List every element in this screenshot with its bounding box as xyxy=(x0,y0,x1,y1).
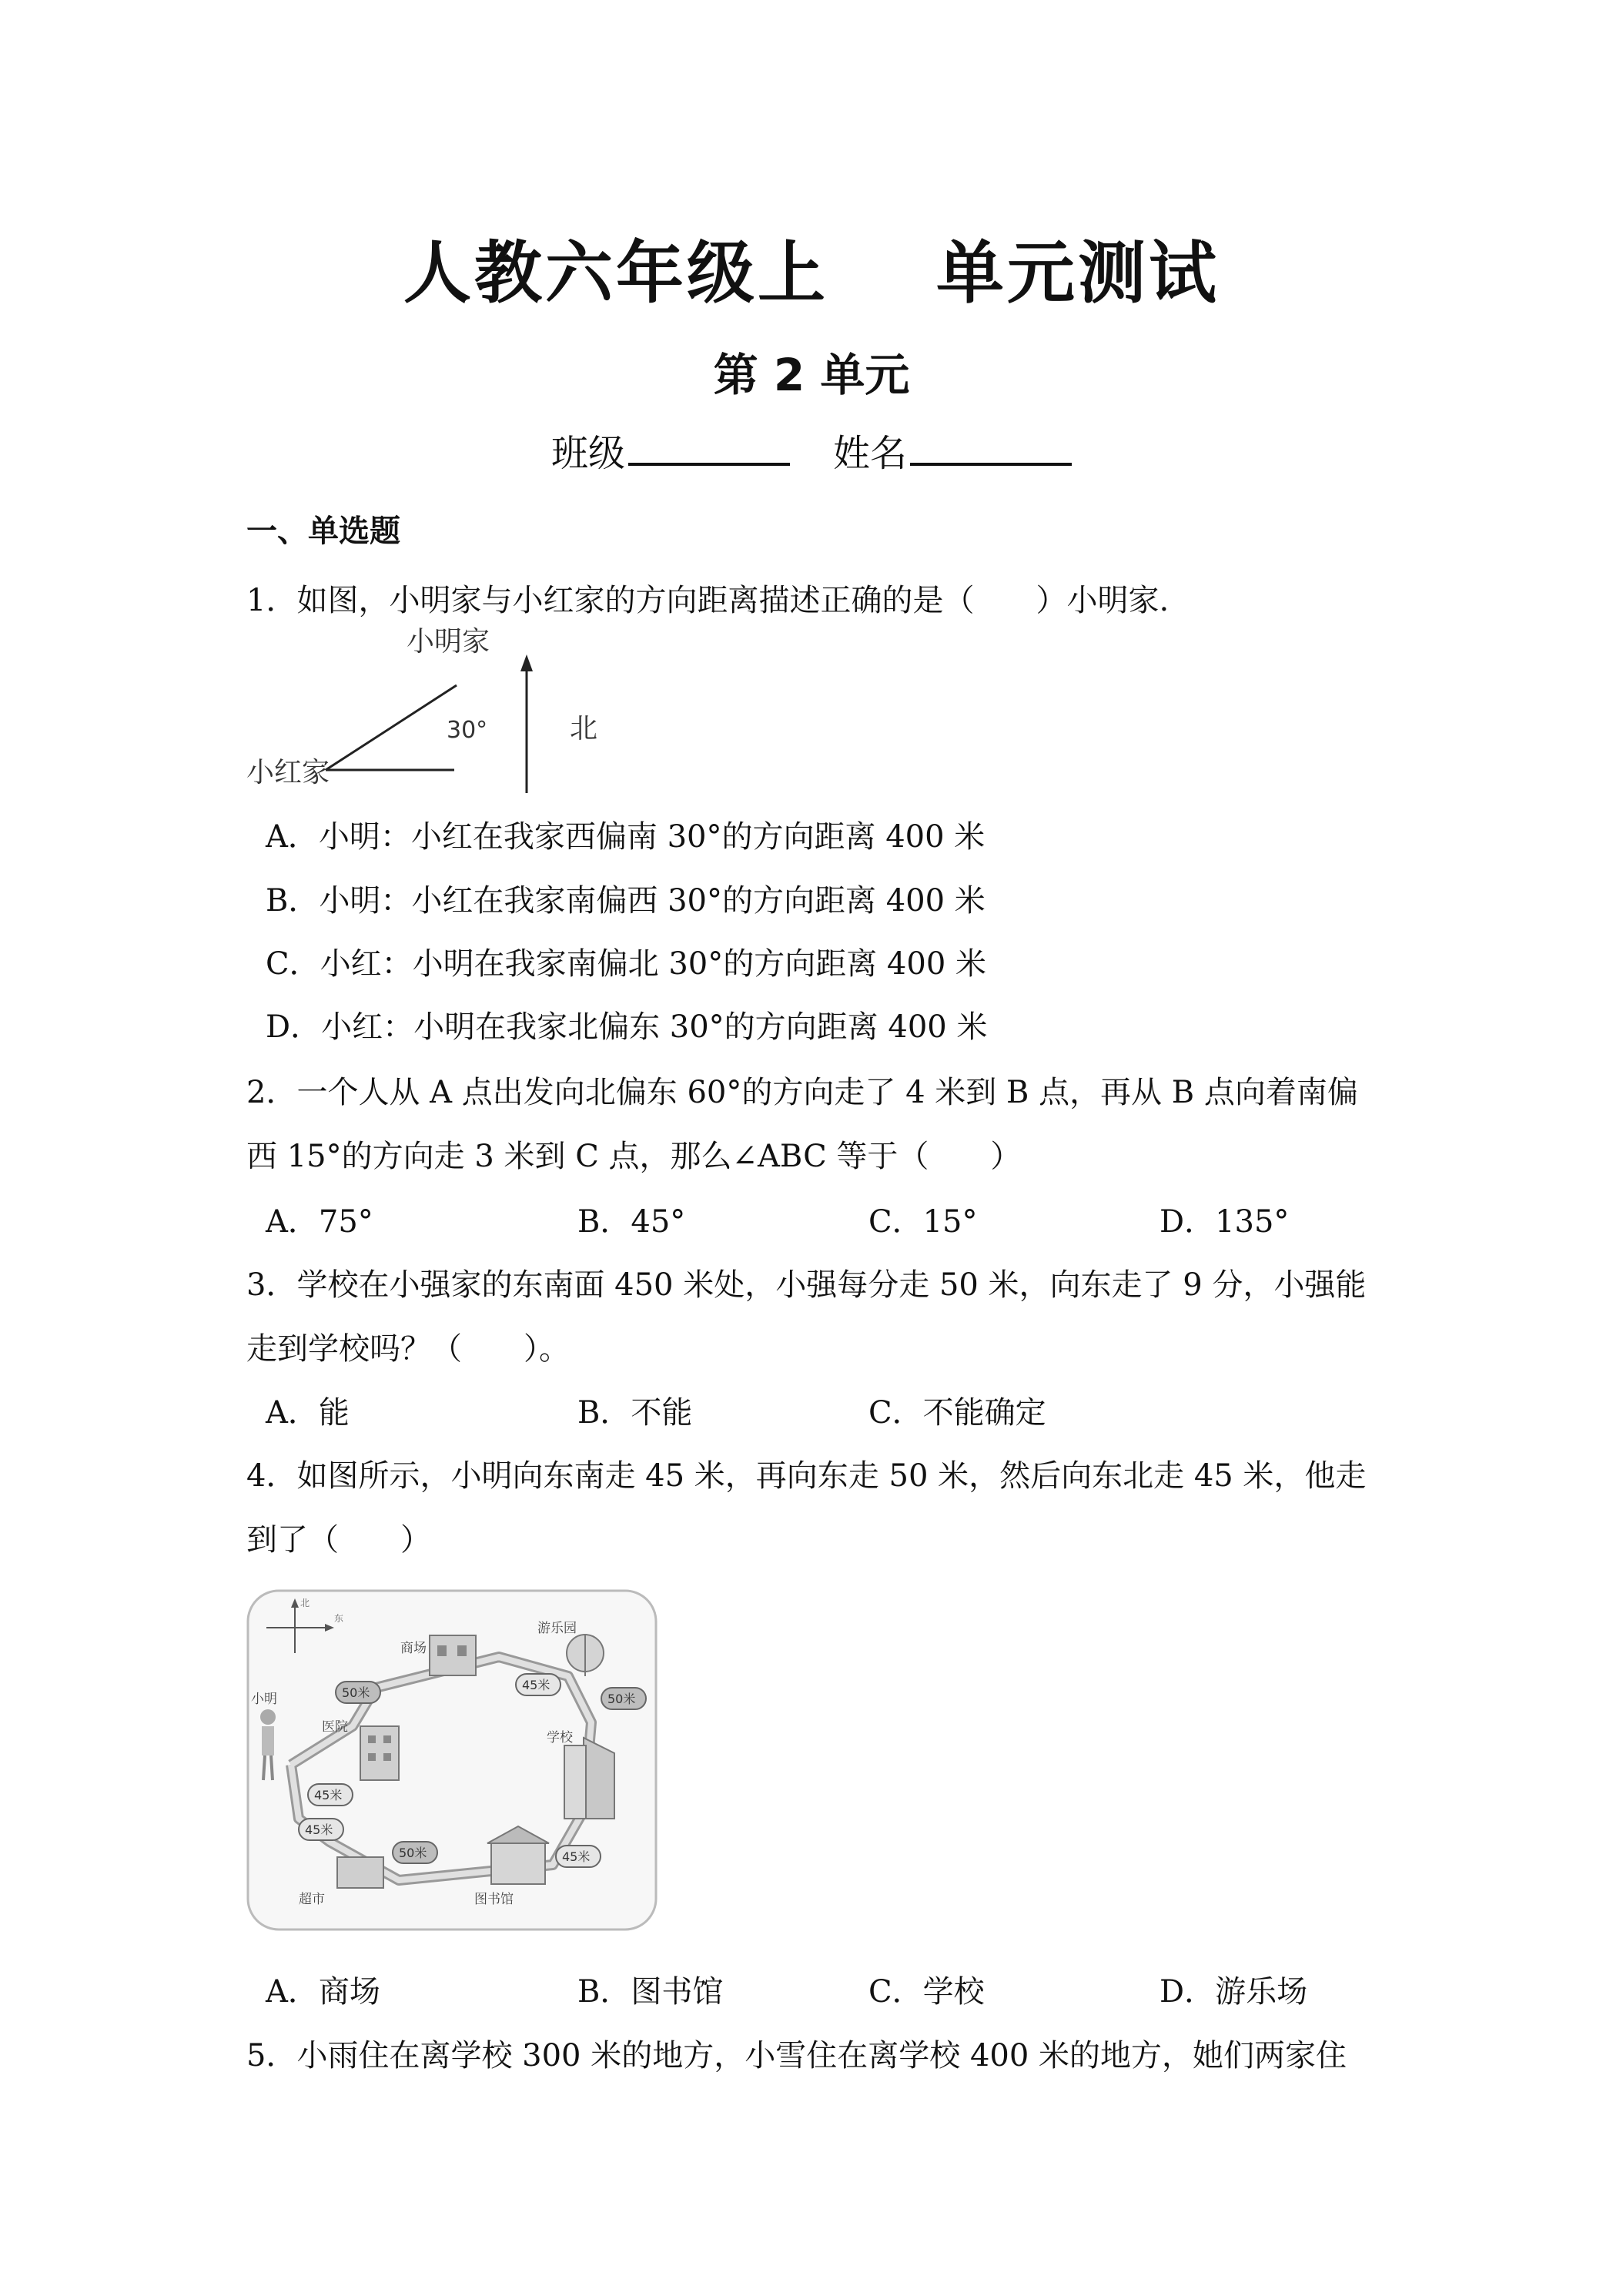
q3-option-a[interactable]: A．能 xyxy=(266,1395,350,1431)
map-tag-7: 45米 xyxy=(562,1849,591,1864)
map-tag-1: 50米 xyxy=(342,1685,370,1700)
q1-option-d[interactable]: D．小红：小明在我家北偏东 30°的方向距离 400 米 xyxy=(266,1009,988,1045)
question-5-line-1: 5．小雨住在离学校 300 米的地方，小雪住在离学校 400 米的地方，她们两家住 xyxy=(246,2038,1347,2073)
q1-option-b[interactable]: B．小明：小红在我家南偏西 30°的方向距离 400 米 xyxy=(266,883,986,919)
compass-north-label: 北 xyxy=(300,1598,310,1608)
q1-label-xiaoming: 小明家 xyxy=(407,626,490,658)
name-blank[interactable] xyxy=(910,429,1072,466)
section-title: 一、单选题 xyxy=(246,514,400,549)
map-label-mall: 商场 xyxy=(400,1641,427,1656)
q4-option-d[interactable]: D．游乐场 xyxy=(1160,1974,1308,2010)
question-4-line-2: 到了（ ） xyxy=(246,1522,431,1558)
q2-option-c[interactable]: C．15° xyxy=(868,1204,978,1240)
q4-option-a[interactable]: A．商场 xyxy=(266,1974,380,2010)
class-label: 班级 xyxy=(550,432,625,475)
q1-option-a[interactable]: A．小明：小红在我家西偏南 30°的方向距离 400 米 xyxy=(266,819,986,855)
title-left: 人教六年级上 xyxy=(403,233,828,313)
map-label-hospital: 医院 xyxy=(322,1719,348,1735)
question-2-line-2: 西 15°的方向走 3 米到 C 点，那么∠ABC 等于（ ） xyxy=(246,1139,1022,1174)
market-building-icon xyxy=(337,1857,383,1888)
map-label-xiaoming: 小明 xyxy=(251,1692,277,1707)
map-label-library: 图书馆 xyxy=(474,1892,514,1907)
q3-option-c[interactable]: C．不能确定 xyxy=(868,1395,1046,1431)
q1-option-c[interactable]: C．小红：小明在我家南偏北 30°的方向距离 400 米 xyxy=(266,946,986,982)
q2-option-d[interactable]: D．135° xyxy=(1160,1204,1290,1240)
q4-option-c[interactable]: C．学校 xyxy=(868,1974,985,2010)
q1-north-label: 北 xyxy=(570,713,598,745)
map-tag-5: 45米 xyxy=(305,1822,333,1837)
q1-bearing-line xyxy=(326,685,457,770)
question-3-line-1: 3．学校在小强家的东南面 450 米处，小强每分走 50 米，向东走了 9 分，小强能 xyxy=(246,1267,1367,1303)
arrow-up-icon xyxy=(520,654,533,671)
map-tag-6: 50米 xyxy=(399,1846,427,1860)
unit-title: 第 2 单元 xyxy=(713,349,910,401)
map-tag-3: 50米 xyxy=(607,1692,636,1706)
q1-angle-label: 30° xyxy=(447,717,488,744)
map-label-market: 超市 xyxy=(299,1892,325,1907)
q4-option-b[interactable]: B．图书馆 xyxy=(577,1974,724,2010)
school-building-icon xyxy=(564,1738,614,1819)
q4-route-map xyxy=(245,1588,661,1934)
q2-option-a[interactable]: A．75° xyxy=(266,1204,373,1240)
class-blank[interactable] xyxy=(628,429,790,466)
question-1-stem: 1．如图，小明家与小红家的方向距离描述正确的是（ ）小明家. xyxy=(246,583,1170,618)
q1-label-xiaohong: 小红家 xyxy=(246,757,330,788)
q2-option-b[interactable]: B．45° xyxy=(577,1204,686,1240)
name-label: 姓名 xyxy=(833,432,908,475)
hospital-building-icon xyxy=(360,1726,399,1780)
mall-building-icon xyxy=(430,1635,476,1675)
q3-option-b[interactable]: B．不能 xyxy=(577,1395,693,1431)
map-label-school: 学校 xyxy=(547,1730,573,1745)
question-3-line-2: 走到学校吗？（ ）。 xyxy=(246,1331,570,1367)
map-label-park: 游乐园 xyxy=(537,1621,577,1636)
compass-east-label: 东 xyxy=(334,1613,344,1624)
title-right: 单元测试 xyxy=(936,233,1220,313)
q1-direction-figure xyxy=(245,624,630,801)
map-tag-4: 45米 xyxy=(314,1788,343,1802)
question-4-line-1: 4．如图所示，小明向东南走 45 米，再向东走 50 米，然后向东北走 45 米，他走 xyxy=(246,1458,1367,1494)
question-2-line-1: 2．一个人从 A 点出发向北偏东 60°的方向走了 4 米到 B 点，再从 B 点向着南偏 xyxy=(246,1075,1358,1110)
page-title xyxy=(0,219,1623,316)
map-tag-2: 45米 xyxy=(522,1678,550,1692)
student-info-line xyxy=(0,423,1623,477)
